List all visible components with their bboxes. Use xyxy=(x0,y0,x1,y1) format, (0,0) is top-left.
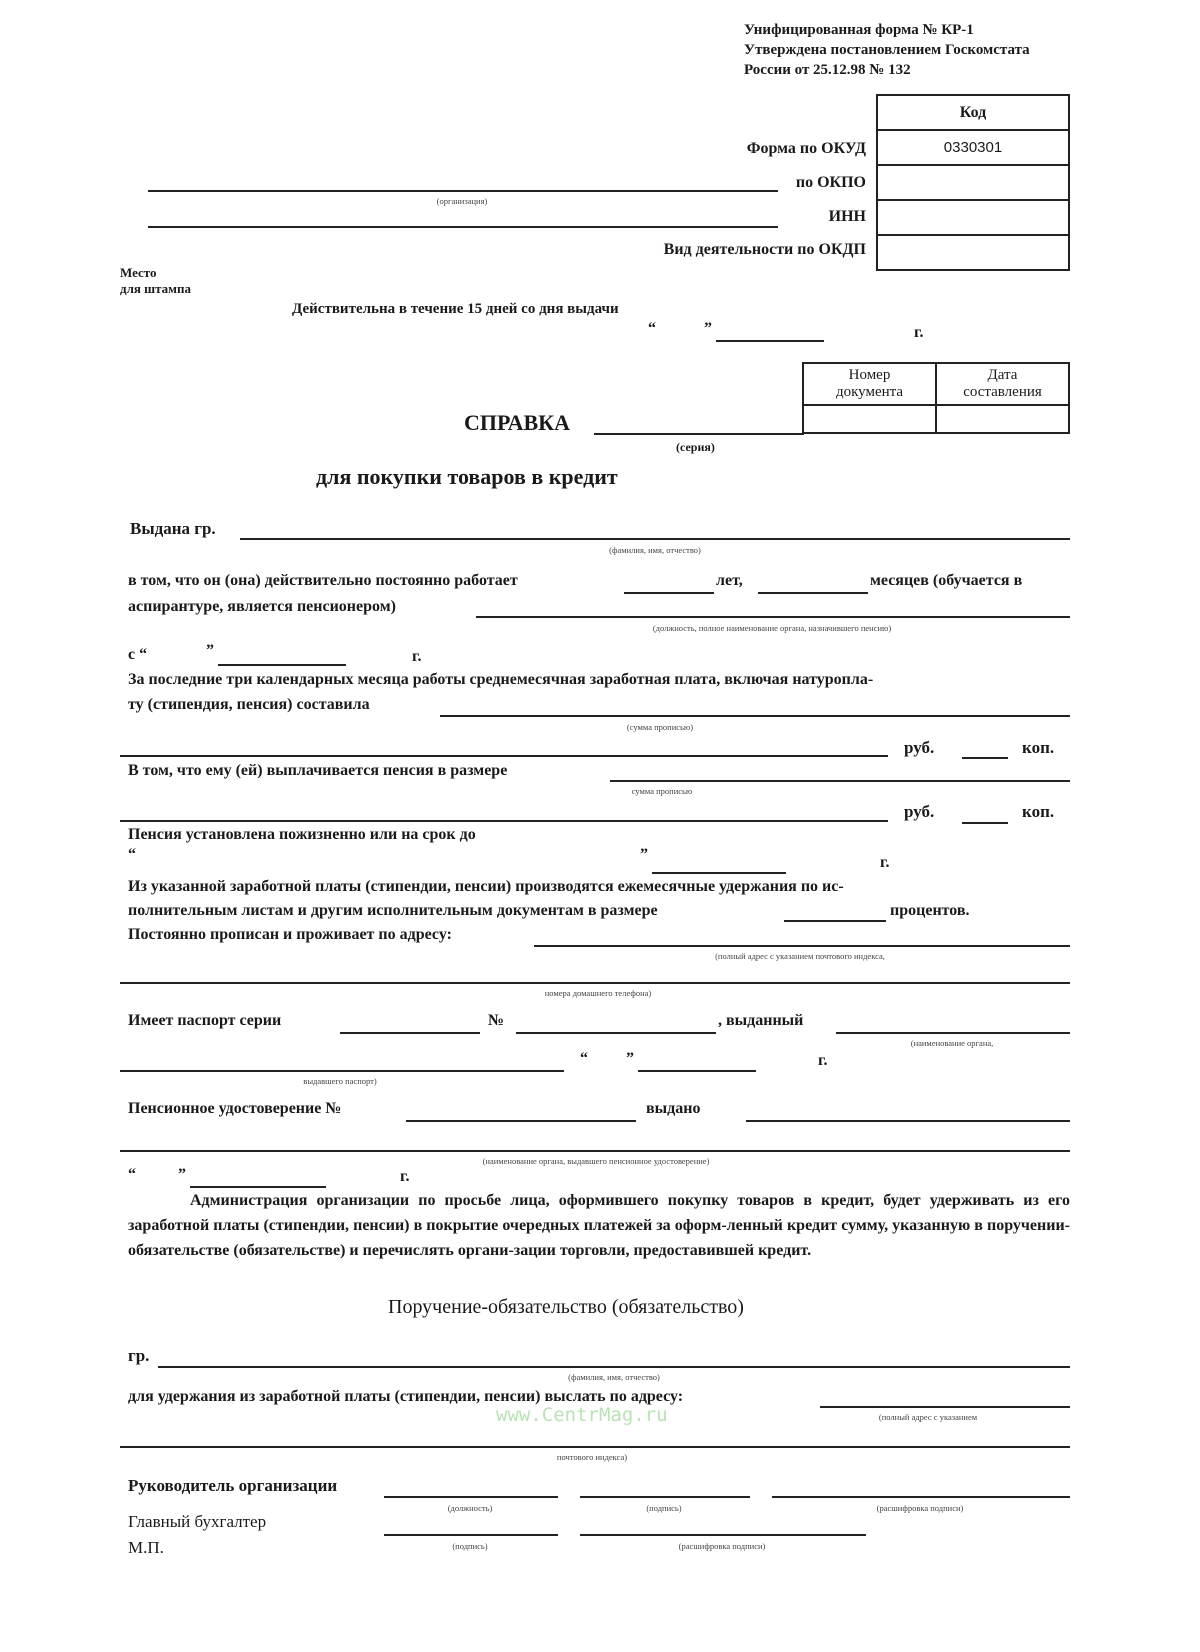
passport-close-quote: ” xyxy=(626,1050,634,1067)
rub-label-2: руб. xyxy=(904,802,935,821)
passport-org-line-2[interactable] xyxy=(120,1070,564,1072)
head-decode-caption: (расшифровка подписи) xyxy=(876,1503,964,1513)
head-position-caption: (должность) xyxy=(447,1503,493,1513)
percent-label: процентов. xyxy=(890,902,970,919)
document-subtitle: для покупки товаров в кредит xyxy=(316,464,618,489)
percent-line[interactable] xyxy=(784,920,886,922)
mp-label: М.П. xyxy=(128,1538,164,1557)
organization-caption: (организация) xyxy=(436,196,488,206)
position-line[interactable] xyxy=(476,616,1070,618)
kop-label-1: коп. xyxy=(1022,738,1055,757)
organization-line-2[interactable] xyxy=(148,226,778,228)
fio-line[interactable] xyxy=(240,538,1070,540)
doc-number-h2: документа xyxy=(835,384,904,400)
validity-note: Действительна в течение 15 дней со дня выдачи xyxy=(292,301,619,317)
passport-date-line[interactable] xyxy=(638,1070,756,1072)
deductions-text-1: Из указанной заработной платы (стипендии, пенсии) производятся ежемесячные удержания по ис- xyxy=(128,878,844,895)
salary-line[interactable] xyxy=(440,715,1070,717)
validity-date-line[interactable] xyxy=(716,340,824,342)
pension-term-label: Пенсия установлена пожизненно или на срок до xyxy=(128,826,476,843)
pension-amount-line[interactable] xyxy=(610,780,1070,782)
kop-line-2[interactable] xyxy=(962,822,1008,824)
position-caption: (должность, полное наименование органа, назначившего пенсию) xyxy=(652,623,892,633)
works-text-2: аспирантуре, является пенсионером) xyxy=(128,598,396,615)
pension-cert-org-line[interactable] xyxy=(746,1120,1070,1122)
months-line[interactable] xyxy=(758,592,868,594)
stamp-label-2: для штампа xyxy=(120,281,192,296)
head-signature-line[interactable] xyxy=(580,1496,750,1498)
years-label: лет, xyxy=(716,572,743,589)
issued-to-label: Выдана гр. xyxy=(130,519,216,538)
order-address-caption: (полный адрес с указанием xyxy=(878,1412,978,1422)
passport-org-line[interactable] xyxy=(836,1032,1070,1034)
stamp-label-1: Место xyxy=(120,265,157,280)
address-line[interactable] xyxy=(534,945,1070,947)
doc-date-h1: Дата xyxy=(987,367,1018,383)
order-title: Поручение-обязательство (обязательство) xyxy=(388,1296,744,1318)
works-text-1: в том, что он (она) действительно постоянно работает xyxy=(128,572,518,589)
since-date-line[interactable] xyxy=(218,664,346,666)
salary-sum-line[interactable] xyxy=(120,755,888,757)
since-year: г. xyxy=(412,648,422,665)
form-code-line1: Унифицированная форма № КР-1 xyxy=(744,22,974,38)
doc-number-header xyxy=(803,363,936,405)
address-caption: (полный адрес с указанием почтового индекса, xyxy=(715,951,885,961)
doc-number-table xyxy=(802,362,1070,434)
okpo-label: по ОКПО xyxy=(795,174,866,191)
sum-caption-2: сумма прописью xyxy=(631,786,693,796)
kop-line-1[interactable] xyxy=(962,757,1008,759)
order-address-line-2[interactable] xyxy=(120,1446,1070,1448)
passport-issued-by: , выданный xyxy=(718,1012,804,1029)
head-position-line[interactable] xyxy=(384,1496,558,1498)
term-close-quote: ” xyxy=(640,846,648,863)
head-label: Руководитель организации xyxy=(128,1476,338,1495)
phone-caption: номера домашнего телефона) xyxy=(544,988,652,998)
passport-org-caption: (наименование органа, xyxy=(910,1038,994,1048)
cert-year: г. xyxy=(400,1168,410,1185)
okud-label: Форма по ОКУД xyxy=(746,140,866,157)
doc-date-h2: составления xyxy=(963,384,1042,400)
address-line-2[interactable] xyxy=(120,982,1070,984)
rub-label-1: руб. xyxy=(904,738,935,757)
year-mark: г. xyxy=(914,324,924,341)
order-fio-line[interactable] xyxy=(158,1366,1070,1368)
head-decode-line[interactable] xyxy=(772,1496,1070,1498)
term-year: г. xyxy=(880,854,890,871)
deductions-text-2: полнительным листам и другим исполнительным документам в размере xyxy=(128,902,658,919)
salary-text-1: За последние три календарных месяца работы среднемесячная заработная плата, включая натуропла- xyxy=(128,671,874,688)
kod-header: Код xyxy=(877,95,1069,130)
order-gr-label: гр. xyxy=(128,1346,150,1365)
pension-sum-line[interactable] xyxy=(120,820,888,822)
kop-label-2: коп. xyxy=(1022,802,1055,821)
passport-number-sign: № xyxy=(488,1012,505,1029)
inn-code-cell[interactable] xyxy=(877,200,1069,235)
pension-cert-number-line[interactable] xyxy=(406,1120,636,1122)
passport-series-line[interactable] xyxy=(340,1032,480,1034)
series-caption: (серия) xyxy=(676,440,715,454)
okud-code-cell[interactable]: 0330301 xyxy=(877,130,1069,165)
date-close-quote: ” xyxy=(704,320,712,337)
okdp-code-cell[interactable] xyxy=(877,235,1069,270)
pension-cert-label: Пенсионное удостоверение № xyxy=(128,1100,342,1117)
years-line[interactable] xyxy=(624,592,714,594)
passport-caption: выдавшего паспорт) xyxy=(303,1076,377,1086)
pension-cert-org-line-2[interactable] xyxy=(120,1150,1070,1152)
pension-cert-issued: выдано xyxy=(646,1100,701,1117)
series-line[interactable] xyxy=(594,433,804,435)
doc-number-cell[interactable] xyxy=(803,405,936,433)
cert-caption: (наименование органа, выдавшего пенсионное удостоверение) xyxy=(482,1156,710,1166)
organization-line[interactable] xyxy=(148,190,778,192)
accountant-signature-line[interactable] xyxy=(384,1534,558,1536)
doc-number-h1: Номер xyxy=(848,367,891,383)
document-title: СПРАВКА xyxy=(464,410,571,435)
accountant-signature-caption: (подпись) xyxy=(452,1541,488,1551)
doc-date-header xyxy=(936,363,1069,405)
accountant-decode-line[interactable] xyxy=(580,1534,866,1536)
passport-number-line[interactable] xyxy=(516,1032,716,1034)
address-label: Постоянно прописан и проживает по адресу: xyxy=(128,926,452,943)
form-code-line2: Утверждена постановлением Госкомстата xyxy=(744,42,1030,58)
passport-year: г. xyxy=(818,1052,828,1069)
okpo-code-cell[interactable] xyxy=(877,165,1069,200)
order-address-line[interactable] xyxy=(820,1406,1070,1408)
accountant-decode-caption: (расшифровка подписи) xyxy=(678,1541,766,1551)
doc-date-cell[interactable] xyxy=(936,405,1069,433)
passport-open-quote: “ xyxy=(580,1050,588,1067)
term-open-quote: “ xyxy=(128,846,136,863)
since-label: с “ xyxy=(128,646,148,663)
pension-term-line[interactable] xyxy=(652,872,786,874)
passport-label: Имеет паспорт серии xyxy=(128,1012,282,1029)
pension-amount-label: В том, что ему (ей) выплачивается пенсия в размере xyxy=(128,762,508,779)
codes-table xyxy=(876,94,1070,271)
months-label: месяцев (обучается в xyxy=(870,572,1023,589)
head-signature-caption: (подпись) xyxy=(646,1503,682,1513)
salary-text-2: ту (стипендия, пенсия) составила xyxy=(128,696,370,713)
fio-caption: (фамилия, имя, отчество) xyxy=(609,545,701,555)
since-close-quote: ” xyxy=(206,642,214,659)
date-open-quote: “ xyxy=(648,320,656,337)
cert-close-quote: ” xyxy=(178,1166,186,1183)
form-code-line3: России от 25.12.98 № 132 xyxy=(744,62,911,78)
postal-caption: почтового индекса) xyxy=(556,1452,628,1462)
inn-label: ИНН xyxy=(828,208,866,225)
order-send-to: для удержания из заработной платы (стипендии, пенсии) выслать по адресу: xyxy=(128,1388,684,1405)
watermark: www.CentrMag.ru xyxy=(496,1404,668,1426)
okdp-label: Вид деятельности по ОКДП xyxy=(663,241,866,258)
order-fio-caption: (фамилия, имя, отчество) xyxy=(568,1372,660,1382)
sum-caption: (сумма прописью) xyxy=(626,722,694,732)
cert-open-quote: “ xyxy=(128,1166,136,1183)
accountant-label: Главный бухгалтер xyxy=(128,1512,267,1531)
admin-paragraph: Администрация организации по просьбе лица, оформившего покупку товаров в кредит, будет удерживать из его заработной платы (стипендии, пенсии) в покрытие очередных платежей за оформ-ленный кредит сумму, указанную в поручении-обязательстве (обязательстве) и перечислять органи-зации торговли, предоставившей кредит. xyxy=(128,1192,1070,1259)
